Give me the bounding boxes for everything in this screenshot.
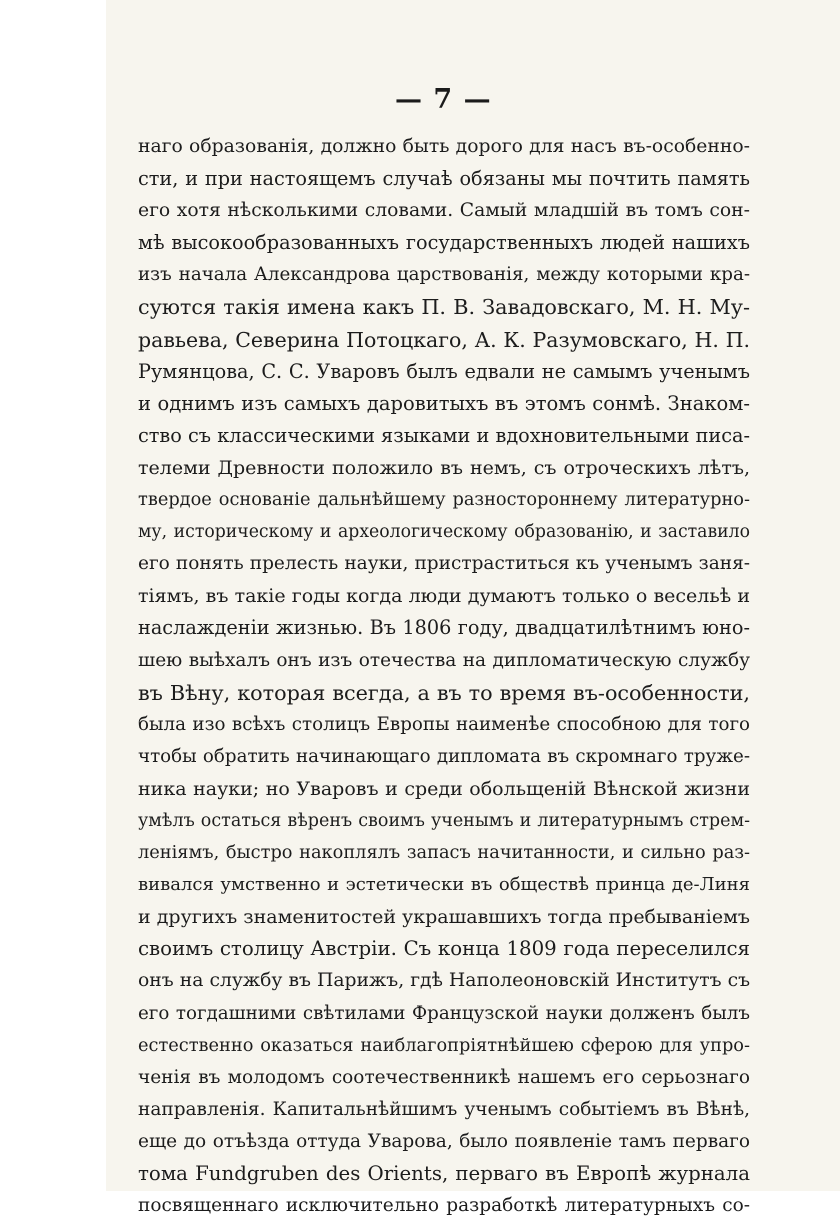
text-line: посвященнаго исключительно разработкѣ литературныхъ со- xyxy=(138,1195,750,1217)
text-line: му, историческому и археологическому образованію, и заставило xyxy=(138,522,750,543)
text-line: умѣлъ остаться вѣренъ своимъ ученымъ и литературнымъ стрем- xyxy=(138,810,750,831)
page-number: — 7 — xyxy=(395,84,492,115)
text-line: наслажденіи жизнью. Въ 1806 году, двадцатилѣтнимъ юно- xyxy=(138,616,750,640)
text-line: его понять прелесть науки, пристраститься къ ученымъ заня- xyxy=(138,553,750,575)
text-line: равьева, Северина Потоцкаго, А. К. Разумовскаго, Н. П. xyxy=(138,327,750,352)
text-line: телеми Древности положило въ немъ, съ отроческихъ лѣтъ, xyxy=(138,456,750,479)
text-line: леніямъ, быстро накоплялъ запасъ начитанности, и сильно раз- xyxy=(138,843,750,864)
text-line: вивался умственно и эстетически въ обществѣ принца де-Линя xyxy=(138,874,750,896)
text-line: изъ начала Александрова царствованія, между которыми кра- xyxy=(138,264,750,286)
text-line: онъ на службу въ Парижъ, гдѣ Наполеоновскій Институтъ съ xyxy=(138,970,750,992)
text-line: его хотя нѣсколькими словами. Самый младшій въ томъ сон- xyxy=(138,200,750,222)
text-line: еще до отъѣзда оттуда Уварова, было появленіе тамъ перваго xyxy=(138,1130,750,1152)
text-line: естественно оказаться наиблагопріятнѣйшею сферою для упро- xyxy=(138,1035,750,1056)
text-line: твердое основаніе дальнѣйшему разностороннему литературно- xyxy=(138,490,750,511)
text-line: ченія въ молодомъ соотечественникѣ нашемъ его серьознаго xyxy=(138,1066,750,1088)
text-line: и другихъ знаменитостей украшавшихъ тогда пребываніемъ xyxy=(138,906,750,929)
text-line: своимъ столицу Австріи. Съ конца 1809 года переселился xyxy=(138,937,750,961)
text-line: въ Вѣну, которая всегда, а въ то время въ-особенности, xyxy=(138,680,750,705)
text-line: ника науки; но Уваровъ и среди обольщеній Вѣнской жизни xyxy=(138,777,750,800)
text-line: тома Fundgruben des Orients, перваго въ Европѣ журнала xyxy=(138,1162,750,1185)
text-line: шею выѣхалъ онъ изъ отечества на дипломатическую службу xyxy=(138,649,750,671)
text-line: направленія. Капитальнѣйшимъ ученымъ событіемъ въ Вѣнѣ, xyxy=(138,1098,750,1120)
text-line: ство съ классическими языками и вдохновительными писа- xyxy=(138,423,750,447)
text-line: Румянцова, С. С. Уваровъ былъ едвали не самымъ ученымъ xyxy=(138,359,750,383)
text-line: тіямъ, въ такіе годы когда люди думаютъ только о весельѣ и xyxy=(138,585,750,608)
text-line: суются такія имена какъ П. В. Завадовскаго, М. Н. Му- xyxy=(138,295,750,320)
text-line: его тогдашними свѣтилами Французской науки долженъ былъ xyxy=(138,1002,750,1024)
text-line: чтобы обратить начинающаго дипломата въ скромнаго труже- xyxy=(138,745,750,767)
text-line: была изо всѣхъ столицъ Европы наименѣе способною для того xyxy=(138,713,750,735)
text-line: и однимъ изъ самыхъ даровитыхъ въ этомъ сонмѣ. Знаком- xyxy=(138,391,750,415)
body-text xyxy=(138,131,750,1222)
text-line: мѣ высокообразованныхъ государственныхъ людей нашихъ xyxy=(138,231,750,255)
text-line: наго образованія, должно быть дорого для насъ въ-особенно- xyxy=(138,136,750,157)
text-line: сти, и при настоящемъ случаѣ обязаны мы почтить память xyxy=(138,167,750,191)
